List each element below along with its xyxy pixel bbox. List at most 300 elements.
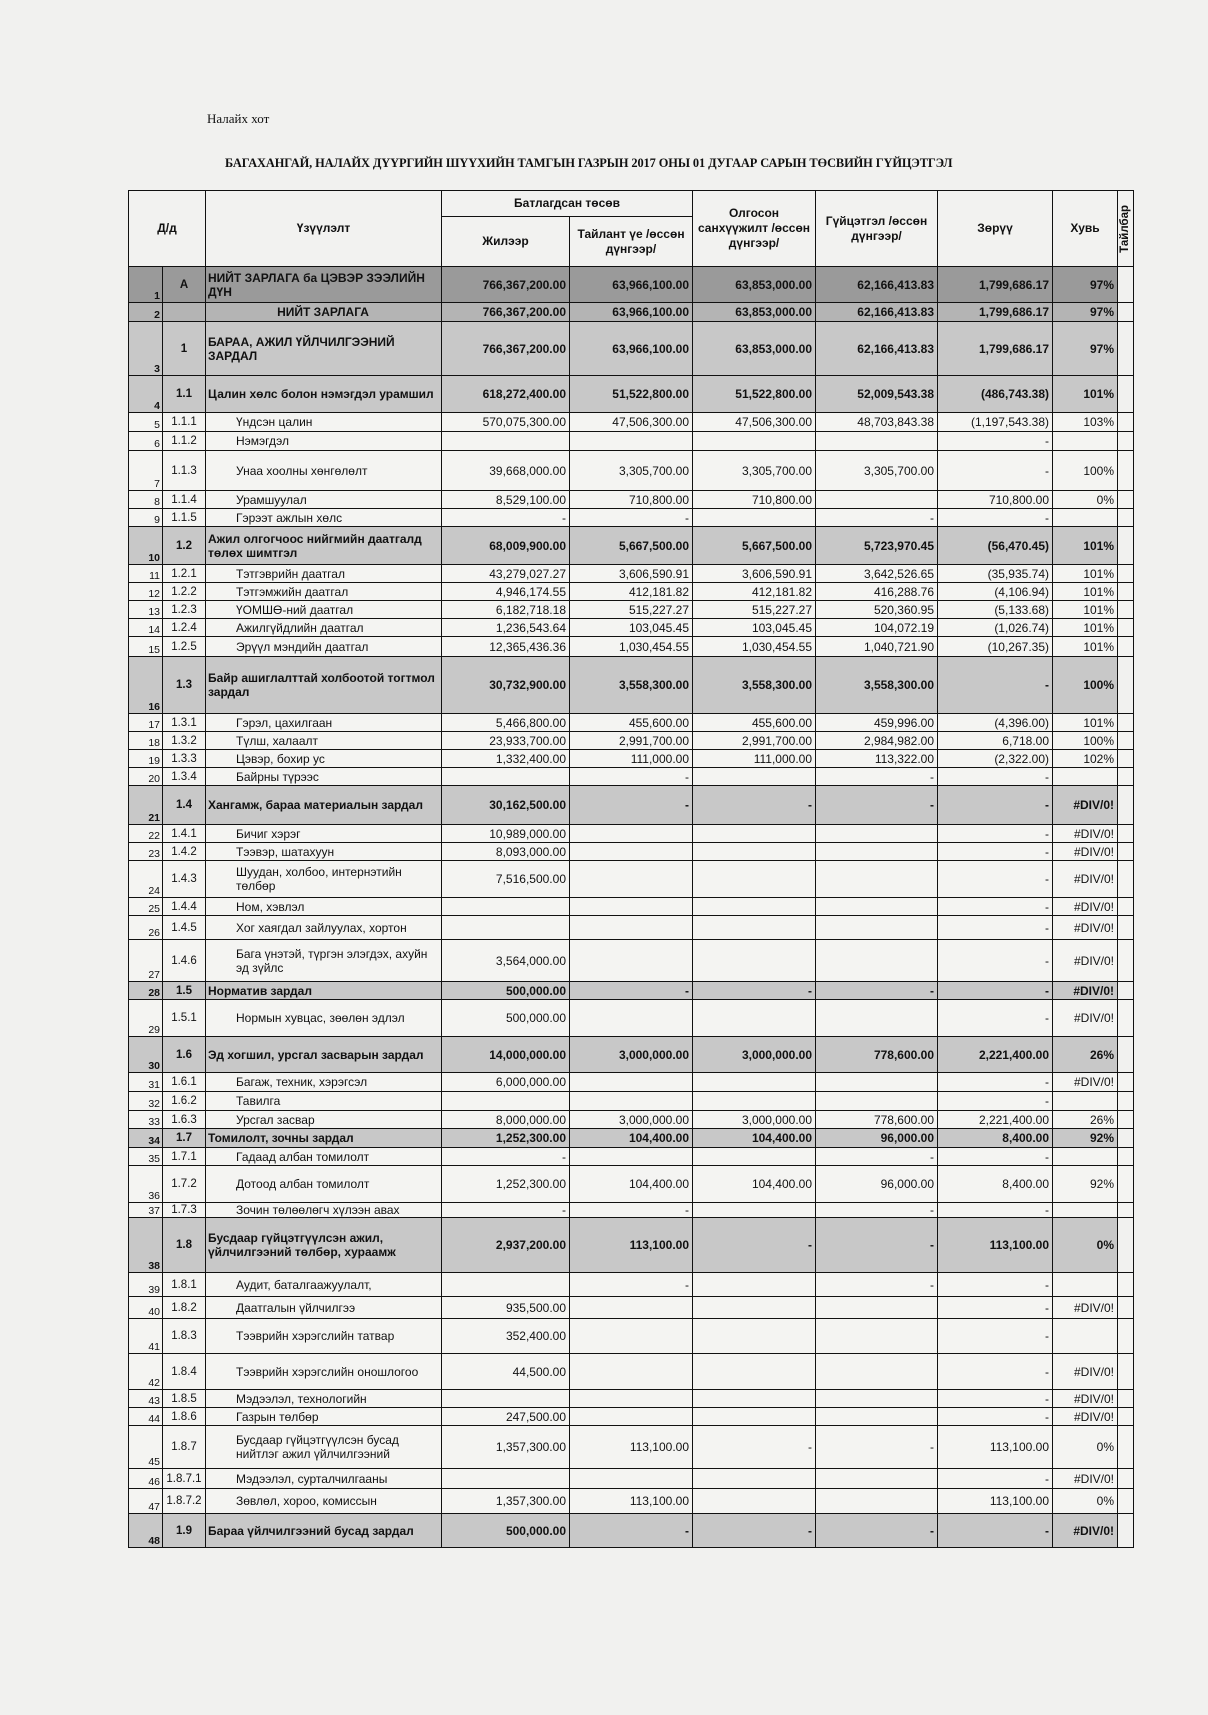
cell-diff: - [938,1148,1053,1166]
row-code: 1.2.3 [163,601,206,619]
cell-diff: 2,221,400.00 [938,1037,1053,1073]
cell-note [1118,1426,1134,1469]
row-code: 1.8.7 [163,1426,206,1469]
cell-performance [816,1297,938,1319]
cell-pct: 92% [1053,1166,1118,1203]
cell-period: 63,966,100.00 [570,322,693,376]
cell-diff: 2,221,400.00 [938,1111,1053,1129]
cell-diff: (10,267.35) [938,637,1053,657]
cell-financing: 3,000,000.00 [693,1037,816,1073]
cell-pct [1053,432,1118,451]
cell-note [1118,583,1134,601]
row-number: 23 [129,843,163,861]
cell-annual: 6,182,718.18 [442,601,570,619]
cell-note [1118,413,1134,432]
cell-financing: 3,000,000.00 [693,1111,816,1129]
row-code: 1.2.4 [163,619,206,637]
row-number: 1 [129,267,163,303]
cell-pct: 97% [1053,267,1118,303]
cell-financing [693,432,816,451]
table-row [129,565,1134,583]
cell-pct: 101% [1053,376,1118,413]
cell-annual: 4,946,174.55 [442,583,570,601]
cell-pct [1053,1203,1118,1218]
cell-financing: 3,305,700.00 [693,451,816,491]
cell-performance: - [816,982,938,1000]
cell-performance: 62,166,413.83 [816,322,938,376]
cell-performance [816,1000,938,1037]
cell-financing: 710,800.00 [693,491,816,509]
cell-performance [816,916,938,940]
cell-diff: - [938,1297,1053,1319]
cell-note [1118,1129,1134,1148]
cell-pct: #DIV/0! [1053,786,1118,825]
cell-period [570,916,693,940]
cell-diff: 113,100.00 [938,1426,1053,1469]
row-code: 1.3.2 [163,732,206,750]
cell-annual: - [442,1148,570,1166]
row-name: НИЙТ ЗАРЛАГА бa ЦЭВЭР ЗЭЭЛИЙН ДҮН [206,267,442,303]
city-label: Налайх хот [207,111,270,126]
cell-pct: 26% [1053,1111,1118,1129]
table-row [129,1354,1134,1390]
cell-performance: 459,996.00 [816,714,938,732]
row-code: 1.7.3 [163,1203,206,1218]
row-name: Эрүүл мэндийн даатгал [206,637,442,657]
cell-period: 2,991,700.00 [570,732,693,750]
row-number: 27 [129,940,163,982]
cell-annual: 5,466,800.00 [442,714,570,732]
row-code: 1.1.1 [163,413,206,432]
cell-performance: 3,558,300.00 [816,657,938,714]
row-name: Үндсэн цалин [206,413,442,432]
cell-period: - [570,982,693,1000]
cell-note [1118,322,1134,376]
row-number: 43 [129,1390,163,1408]
cell-note [1118,1469,1134,1489]
table-row [129,1129,1134,1148]
row-name: БАРАА, АЖИЛ ҮЙЛЧИЛГЭЭНИЙ ЗАРДАЛ [206,322,442,376]
table-row [129,601,1134,619]
cell-pct: 101% [1053,583,1118,601]
row-code: 1.8.1 [163,1273,206,1297]
row-name: Ажилгүйдлийн даатгал [206,619,442,637]
table-row [129,861,1134,898]
row-number: 42 [129,1354,163,1390]
table-row [129,267,1134,303]
cell-annual: 39,668,000.00 [442,451,570,491]
cell-financing: 63,853,000.00 [693,322,816,376]
cell-note [1118,750,1134,768]
row-name: Цэвэр, бохир ус [206,750,442,768]
row-name: Байр ашиглалттай холбоотой тогтмол зардал [206,657,442,714]
row-code: 1.8.2 [163,1297,206,1319]
cell-pct: #DIV/0! [1053,940,1118,982]
row-number: 28 [129,982,163,1000]
row-name: Тэтгэмжийн даатгал [206,583,442,601]
cell-period: 3,558,300.00 [570,657,693,714]
row-name: Тээврийн хэрэгслийн оношлогоо [206,1354,442,1390]
cell-annual: 1,332,400.00 [442,750,570,768]
row-number: 8 [129,491,163,509]
row-number: 3 [129,322,163,376]
row-number: 17 [129,714,163,732]
cell-annual: 8,529,100.00 [442,491,570,509]
cell-note [1118,768,1134,786]
cell-pct: #DIV/0! [1053,916,1118,940]
cell-annual: 8,000,000.00 [442,1111,570,1129]
table-body [129,267,1134,1548]
cell-annual: 766,367,200.00 [442,303,570,322]
cell-pct: 0% [1053,1489,1118,1514]
cell-period [570,843,693,861]
table-row [129,657,1134,714]
table-row [129,509,1134,527]
cell-note [1118,1218,1134,1273]
table-row [129,1297,1134,1319]
row-code: 1.6.2 [163,1092,206,1111]
row-code: 1 [163,322,206,376]
cell-diff: - [938,1073,1053,1092]
row-name: Бусдаар гүйцэтгүүлсэн ажил, үйлчилгээний төлбөр, хураамж [206,1218,442,1273]
row-code: 1.4.2 [163,843,206,861]
cell-pct: 100% [1053,732,1118,750]
cell-diff: - [938,825,1053,843]
row-name: Норматив зардал [206,982,442,1000]
cell-financing [693,1408,816,1426]
row-number: 16 [129,657,163,714]
table-row [129,1166,1134,1203]
header-approved-budget: Батлагдсан төсөв [442,191,693,217]
cell-financing [693,825,816,843]
cell-pct: 102% [1053,750,1118,768]
row-number: 4 [129,376,163,413]
row-number: 44 [129,1408,163,1426]
cell-performance: 48,703,843.38 [816,413,938,432]
cell-performance [816,432,938,451]
row-number: 26 [129,916,163,940]
cell-pct: #DIV/0! [1053,843,1118,861]
table-row [129,1111,1134,1129]
row-name: ҮОМШӨ-ний даатгал [206,601,442,619]
row-name: Томилолт, зочны зардал [206,1129,442,1148]
cell-period [570,1073,693,1092]
cell-performance: 5,723,970.45 [816,527,938,565]
row-name: Зочин төлөөлөгч хүлээн авах [206,1203,442,1218]
cell-annual: 1,236,543.64 [442,619,570,637]
cell-annual: 1,357,300.00 [442,1489,570,1514]
cell-note [1118,1408,1134,1426]
table-row [129,1514,1134,1548]
cell-pct: 97% [1053,322,1118,376]
table-row [129,1218,1134,1273]
cell-diff: - [938,451,1053,491]
row-number: 29 [129,1000,163,1037]
row-code: 1.4.4 [163,898,206,916]
row-name: Дотоод албан томилолт [206,1166,442,1203]
cell-pct: 100% [1053,657,1118,714]
table-row [129,1319,1134,1354]
cell-note [1118,1390,1134,1408]
cell-financing [693,843,816,861]
row-number: 39 [129,1273,163,1297]
cell-period: - [570,768,693,786]
table-row [129,916,1134,940]
cell-financing [693,1148,816,1166]
cell-performance [816,843,938,861]
row-number: 2 [129,303,163,322]
cell-pct: 101% [1053,565,1118,583]
row-name: Бага үнэтэй, түргэн элэгдэх, ахуйн эд зүйлс [206,940,442,982]
row-code: 1.7 [163,1129,206,1148]
row-name: Зөвлөл, хороо, комиссын [206,1489,442,1514]
cell-pct: #DIV/0! [1053,1000,1118,1037]
cell-note [1118,861,1134,898]
cell-period [570,432,693,451]
cell-diff: 113,100.00 [938,1489,1053,1514]
cell-performance: 62,166,413.83 [816,267,938,303]
cell-period [570,1000,693,1037]
cell-performance: 104,072.19 [816,619,938,637]
row-number: 5 [129,413,163,432]
cell-note [1118,1273,1134,1297]
cell-performance: 778,600.00 [816,1111,938,1129]
cell-diff: 8,400.00 [938,1166,1053,1203]
cell-period: 63,966,100.00 [570,267,693,303]
cell-note [1118,825,1134,843]
table-row [129,619,1134,637]
cell-performance: 416,288.76 [816,583,938,601]
cell-performance: 96,000.00 [816,1129,938,1148]
cell-period: 113,100.00 [570,1426,693,1469]
cell-financing: 51,522,800.00 [693,376,816,413]
cell-diff: (56,470.45) [938,527,1053,565]
cell-annual: 3,564,000.00 [442,940,570,982]
row-code: 1.8.6 [163,1408,206,1426]
header-diff: Зөрүү [938,191,1053,267]
cell-performance: 52,009,543.38 [816,376,938,413]
cell-annual: 352,400.00 [442,1319,570,1354]
header-pct: Хувь [1053,191,1118,267]
row-name: Унаа хоолны хөнгөлөлт [206,451,442,491]
row-name: Нормын хувцас, зөөлөн эдлэл [206,1000,442,1037]
cell-period [570,1319,693,1354]
cell-note [1118,714,1134,732]
table-row [129,583,1134,601]
row-number: 33 [129,1111,163,1129]
row-number: 24 [129,861,163,898]
cell-financing [693,1000,816,1037]
cell-period: 455,600.00 [570,714,693,732]
page-title: БАГАХАНГАЙ, НАЛАЙХ ДҮҮРГИЙН ШҮҮХИЙН ТАМГЫН ГАЗРЫН 2017 ОНЫ 01 ДУГААР САРЫН ТӨСВИЙН ГҮЙЦЭТГЭЛ [225,156,953,170]
row-number: 18 [129,732,163,750]
cell-note [1118,1073,1134,1092]
cell-pct [1053,1148,1118,1166]
row-code: 1.7.1 [163,1148,206,1166]
cell-diff: - [938,786,1053,825]
cell-annual: 12,365,436.36 [442,637,570,657]
table-row [129,1000,1134,1037]
cell-financing [693,861,816,898]
cell-note [1118,601,1134,619]
cell-performance [816,1319,938,1354]
cell-financing [693,898,816,916]
cell-note [1118,1111,1134,1129]
row-number: 40 [129,1297,163,1319]
table-row [129,1273,1134,1297]
cell-performance: 113,322.00 [816,750,938,768]
cell-diff: (5,133.68) [938,601,1053,619]
cell-annual [442,1390,570,1408]
table-row [129,1203,1134,1218]
row-code: 1.2.5 [163,637,206,657]
cell-diff: (35,935.74) [938,565,1053,583]
cell-annual [442,1469,570,1489]
cell-performance [816,898,938,916]
cell-financing [693,1469,816,1489]
cell-performance [816,825,938,843]
cell-financing: 104,400.00 [693,1129,816,1148]
cell-note [1118,898,1134,916]
cell-diff: - [938,898,1053,916]
header-note-label: Тайлбар [1119,204,1132,253]
cell-period [570,1408,693,1426]
cell-period: - [570,1203,693,1218]
row-number: 34 [129,1129,163,1148]
cell-pct: 0% [1053,491,1118,509]
cell-performance [816,1092,938,1111]
cell-diff: - [938,1203,1053,1218]
cell-note [1118,1148,1134,1166]
cell-diff: 1,799,686.17 [938,267,1053,303]
cell-note [1118,1092,1134,1111]
row-name: Нэмэгдэл [206,432,442,451]
row-name: Багаж, техник, хэрэгсэл [206,1073,442,1092]
table-row [129,898,1134,916]
row-code: 1.4.6 [163,940,206,982]
row-number: 11 [129,565,163,583]
cell-note [1118,732,1134,750]
cell-note [1118,982,1134,1000]
table-row [129,1092,1134,1111]
table-row [129,1037,1134,1073]
cell-diff: 1,799,686.17 [938,322,1053,376]
cell-pct: #DIV/0! [1053,1297,1118,1319]
cell-pct: 101% [1053,714,1118,732]
cell-performance [816,1408,938,1426]
cell-financing [693,1390,816,1408]
cell-diff: - [938,982,1053,1000]
cell-annual: 500,000.00 [442,1000,570,1037]
table-row [129,1426,1134,1469]
cell-diff: - [938,1514,1053,1548]
cell-performance: - [816,1273,938,1297]
cell-performance [816,1469,938,1489]
cell-annual: 766,367,200.00 [442,267,570,303]
row-number: 41 [129,1319,163,1354]
row-name: Гэрээт ажлын хөлс [206,509,442,527]
cell-financing: 63,853,000.00 [693,267,816,303]
cell-diff: - [938,768,1053,786]
cell-note [1118,303,1134,322]
table-row [129,376,1134,413]
cell-diff: (1,197,543.38) [938,413,1053,432]
row-code: 1.8 [163,1218,206,1273]
row-name: Тэтгэврийн даатгал [206,565,442,583]
cell-period: 104,400.00 [570,1166,693,1203]
cell-diff: - [938,1319,1053,1354]
row-code: 1.8.3 [163,1319,206,1354]
cell-performance: - [816,1426,938,1469]
cell-performance: - [816,1218,938,1273]
cell-performance [816,1489,938,1514]
cell-note [1118,565,1134,583]
row-number: 6 [129,432,163,451]
row-number: 9 [129,509,163,527]
cell-financing [693,1092,816,1111]
cell-period: - [570,1514,693,1548]
cell-pct: #DIV/0! [1053,861,1118,898]
row-name: Гадаад албан томилолт [206,1148,442,1166]
table-row [129,786,1134,825]
header-annual: Жилээр [442,217,570,267]
row-number: 37 [129,1203,163,1218]
cell-note [1118,657,1134,714]
cell-performance [816,491,938,509]
table-row [129,732,1134,750]
cell-note [1118,1037,1134,1073]
cell-period: 1,030,454.55 [570,637,693,657]
cell-period [570,1469,693,1489]
cell-performance: - [816,1148,938,1166]
cell-pct: #DIV/0! [1053,1354,1118,1390]
cell-note [1118,619,1134,637]
row-number: 25 [129,898,163,916]
cell-annual: 2,937,200.00 [442,1218,570,1273]
row-name: Түлш, халаалт [206,732,442,750]
row-name: Даатгалын үйлчилгээ [206,1297,442,1319]
cell-performance: - [816,768,938,786]
table-row [129,491,1134,509]
row-number: 12 [129,583,163,601]
cell-diff: - [938,861,1053,898]
cell-period [570,940,693,982]
row-number: 10 [129,527,163,565]
cell-period: 104,400.00 [570,1129,693,1148]
cell-pct: #DIV/0! [1053,1408,1118,1426]
cell-financing: - [693,786,816,825]
cell-annual: 43,279,027.27 [442,565,570,583]
row-name: Тавилга [206,1092,442,1111]
row-name: Тээвэр, шатахуун [206,843,442,861]
cell-period: 412,181.82 [570,583,693,601]
row-code: 1.4.1 [163,825,206,843]
cell-pct: 0% [1053,1218,1118,1273]
cell-diff: - [938,1092,1053,1111]
cell-note [1118,1489,1134,1514]
cell-pct: 26% [1053,1037,1118,1073]
row-name: Хог хаягдал зайлуулах, хортон [206,916,442,940]
budget-table [128,190,1134,1548]
row-code: 1.5.1 [163,1000,206,1037]
row-number: 19 [129,750,163,768]
table-row [129,637,1134,657]
cell-diff: 8,400.00 [938,1129,1053,1148]
row-name: Тээврийн хэрэгслийн татвар [206,1319,442,1354]
row-number: 38 [129,1218,163,1273]
table-row [129,1408,1134,1426]
cell-diff: - [938,1000,1053,1037]
